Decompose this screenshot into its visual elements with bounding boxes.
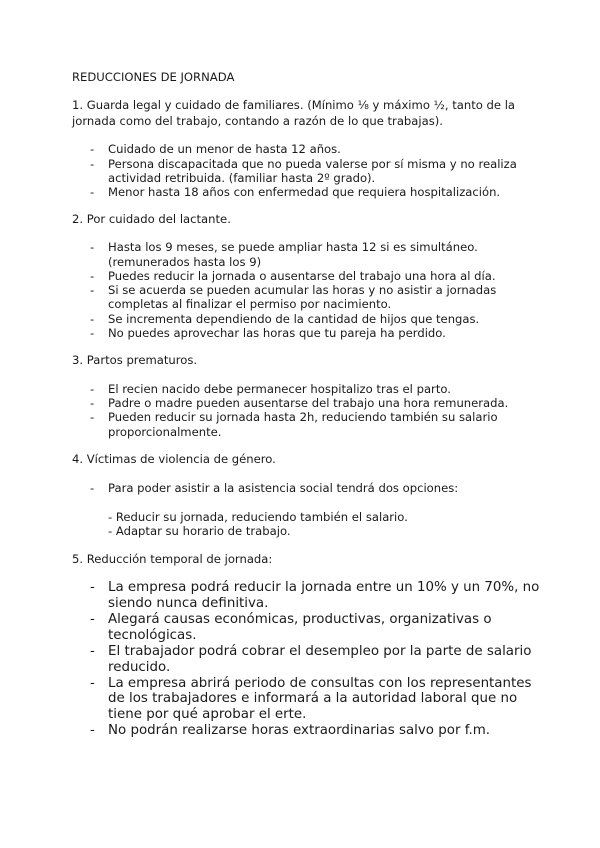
option-item: - Adaptar su horario de trabajo.: [108, 524, 291, 538]
list-item: Si se acuerda se pueden acumular las horas y no asistir a jornadas: [108, 283, 497, 297]
document-title: REDUCCIONES DE JORNADA: [72, 70, 235, 84]
bullet-dash: -: [90, 723, 95, 738]
bullet-dash: -: [90, 269, 95, 283]
bullet-dash: -: [90, 312, 95, 326]
option-item: - Reducir su jornada, reduciendo también el salario.: [108, 510, 408, 524]
list-item: Para poder asistir a la asistencia social tendrá dos opciones:: [108, 481, 459, 495]
list-item-cont: siendo nunca definitiva.: [108, 596, 269, 611]
bullet-dash: -: [90, 612, 95, 627]
bullet-dash: -: [90, 396, 95, 410]
section-3-heading: 3. Partos prematuros.: [72, 353, 198, 367]
bullet-dash: -: [90, 326, 95, 340]
bullet-dash: -: [90, 142, 95, 156]
section-1-heading-cont: jornada como del trabajo, contando a razón de lo que trabajas).: [72, 114, 443, 128]
section-1-heading: 1. Guarda legal y cuidado de familiares. (Mínimo ⅛ y máximo ½, tanto de la: [72, 98, 516, 112]
list-item-cont: (remunerados hasta los 9): [108, 255, 262, 269]
list-item-cont: actividad retribuida. (familiar hasta 2º grado).: [108, 171, 376, 185]
list-item-cont: de los trabajadores e informará a la autoridad laboral que no: [108, 691, 518, 706]
list-item-cont: tecnológicas.: [108, 628, 197, 643]
list-item: El recien nacido debe permanecer hospitalizo tras el parto.: [108, 382, 451, 396]
list-item: No podrán realizarse horas extraordinarias salvo por f.m.: [108, 723, 490, 738]
list-item: Hasta los 9 meses, se puede ampliar hasta 12 si es simultáneo.: [108, 240, 478, 254]
bullet-dash: -: [90, 580, 95, 595]
bullet-dash: -: [90, 382, 95, 396]
list-item-cont: proporcionalmente.: [108, 425, 222, 439]
list-item: Alegará causas económicas, productivas, organizativas o: [108, 612, 492, 627]
list-item: Se incrementa dependiendo de la cantidad de hijos que tengas.: [108, 312, 480, 326]
bullet-dash: -: [90, 676, 95, 691]
list-item: El trabajador podrá cobrar el desempleo por la parte de salario: [108, 644, 532, 659]
list-item: Persona discapacitada que no pueda valerse por sí misma y no realiza: [108, 157, 517, 171]
list-item: Puedes reducir la jornada o ausentarse del trabajo una hora al día.: [108, 269, 496, 283]
list-item: Pueden reducir su jornada hasta 2h, reduciendo también su salario: [108, 410, 498, 424]
section-2-heading: 2. Por cuidado del lactante.: [72, 212, 231, 226]
list-item: La empresa abrirá periodo de consultas con los representantes: [108, 676, 532, 691]
section-5-heading: 5. Reducción temporal de jornada:: [72, 552, 273, 566]
list-item: Menor hasta 18 años con enfermedad que requiera hospitalización.: [108, 185, 501, 199]
bullet-dash: -: [90, 185, 95, 199]
bullet-dash: -: [90, 283, 95, 297]
bullet-dash: -: [90, 644, 95, 659]
list-item: Cuidado de un menor de hasta 12 años.: [108, 142, 341, 156]
list-item-cont: reducido.: [108, 660, 171, 675]
list-item: Padre o madre pueden ausentarse del trabajo una hora remunerada.: [108, 396, 509, 410]
bullet-dash: -: [90, 240, 95, 254]
bullet-dash: -: [90, 157, 95, 171]
list-item: No puedes aprovechar las horas que tu pareja ha perdido.: [108, 326, 446, 340]
list-item-cont: completas al finalizar el permiso por nacimiento.: [108, 297, 392, 311]
section-4-heading: 4. Víctimas de violencia de género.: [72, 452, 276, 466]
bullet-dash: -: [90, 481, 95, 495]
list-item: La empresa podrá reducir la jornada entre un 10% y un 70%, no: [108, 580, 540, 595]
bullet-dash: -: [90, 410, 95, 424]
list-item-cont: tiene por qué aprobar el erte.: [108, 707, 307, 722]
